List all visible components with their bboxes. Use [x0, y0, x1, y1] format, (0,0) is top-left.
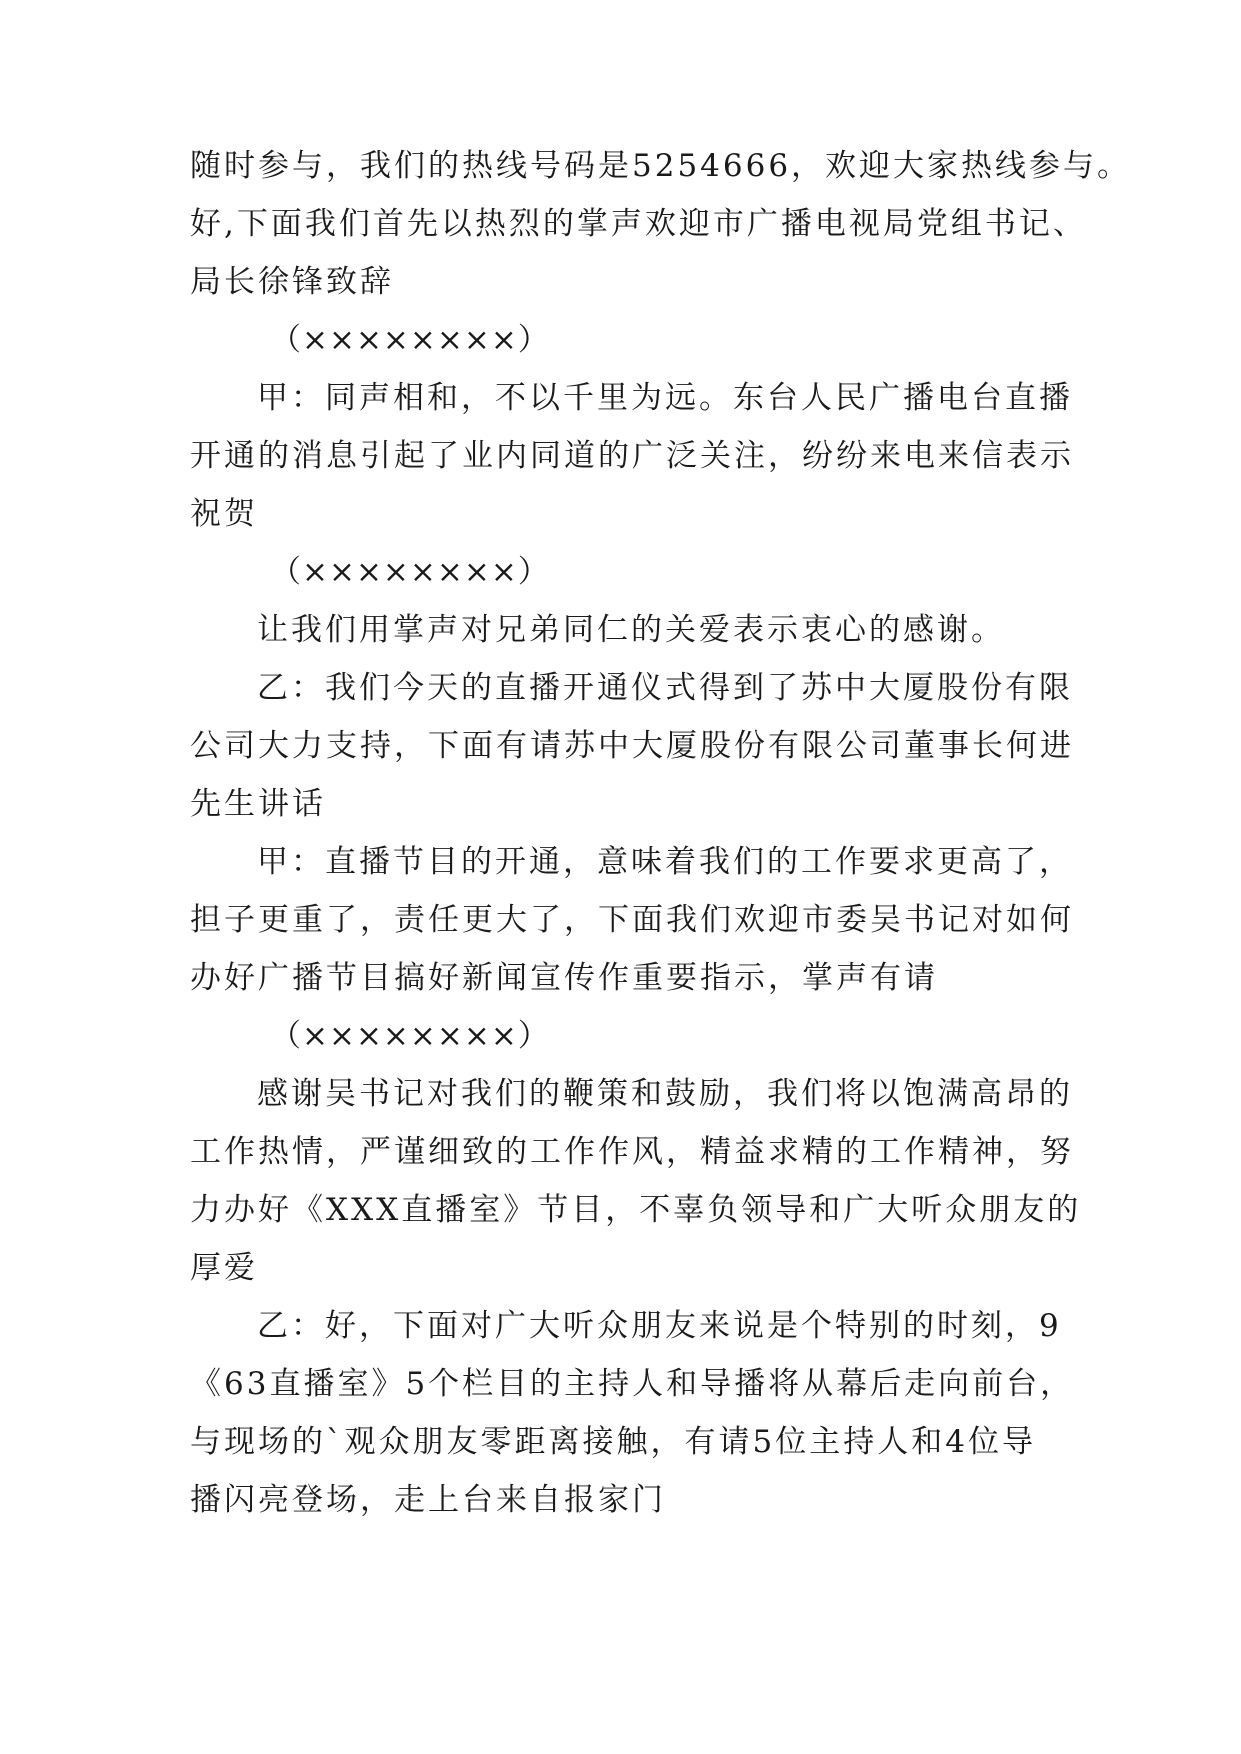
text-line: 办好广播节目搞好新闻宣传作重要指示，掌声有请	[190, 960, 938, 996]
text-line: 厚爱	[190, 1250, 258, 1286]
text-line: 与现场的`观众朋友零距离接触，有请5位主持人和4位导	[190, 1424, 1036, 1460]
text-line: 《63直播室》5个栏目的主持人和导播将从幕后走向前台，	[190, 1366, 1075, 1402]
text-line: 播闪亮登场，走上台来自报家门	[190, 1482, 666, 1518]
text-line: 开通的消息引起了业内同道的广泛关注，纷纷来电来信表示	[190, 438, 1074, 474]
text-line: 祝贺	[190, 496, 258, 532]
text-line: 甲：同声相和，不以千里为远。东台人民广播电台直播	[257, 380, 1073, 416]
placeholder-line: （××××××××）	[270, 1018, 550, 1054]
text-line: 让我们用掌声对兄弟同仁的关爱表示衷心的感谢。	[257, 612, 1005, 648]
text-line: 担子更重了，责任更大了，下面我们欢迎市委吴书记对如何	[190, 902, 1074, 938]
text-line: 先生讲话	[190, 786, 326, 822]
text-line: 乙：好，下面对广大听众朋友来说是个特别的时刻，9	[257, 1308, 1062, 1344]
text-line: 好,下面我们首先以热烈的掌声欢迎市广播电视局党组书记、	[190, 206, 1087, 242]
text-line: 感谢吴书记对我们的鞭策和鼓励，我们将以饱满高昂的	[257, 1076, 1073, 1112]
text-line: 局长徐锋致辞	[190, 264, 394, 300]
text-line: 乙：我们今天的直播开通仪式得到了苏中大厦股份有限	[257, 670, 1073, 706]
text-line: 力办好《XXX直播室》节目，不辜负领导和广大听众朋友的	[190, 1192, 1082, 1228]
placeholder-line: （××××××××）	[270, 322, 550, 358]
text-line: 甲：直播节目的开通，意味着我们的工作要求更高了，	[257, 844, 1073, 880]
text-line: 随时参与，我们的热线号码是5254666，欢迎大家热线参与。	[190, 148, 1132, 184]
placeholder-line: （××××××××）	[270, 554, 550, 590]
text-line: 工作热情，严谨细致的工作作风，精益求精的工作精神，努	[190, 1134, 1074, 1170]
text-line: 公司大力支持，下面有请苏中大厦股份有限公司董事长何进	[190, 728, 1074, 764]
